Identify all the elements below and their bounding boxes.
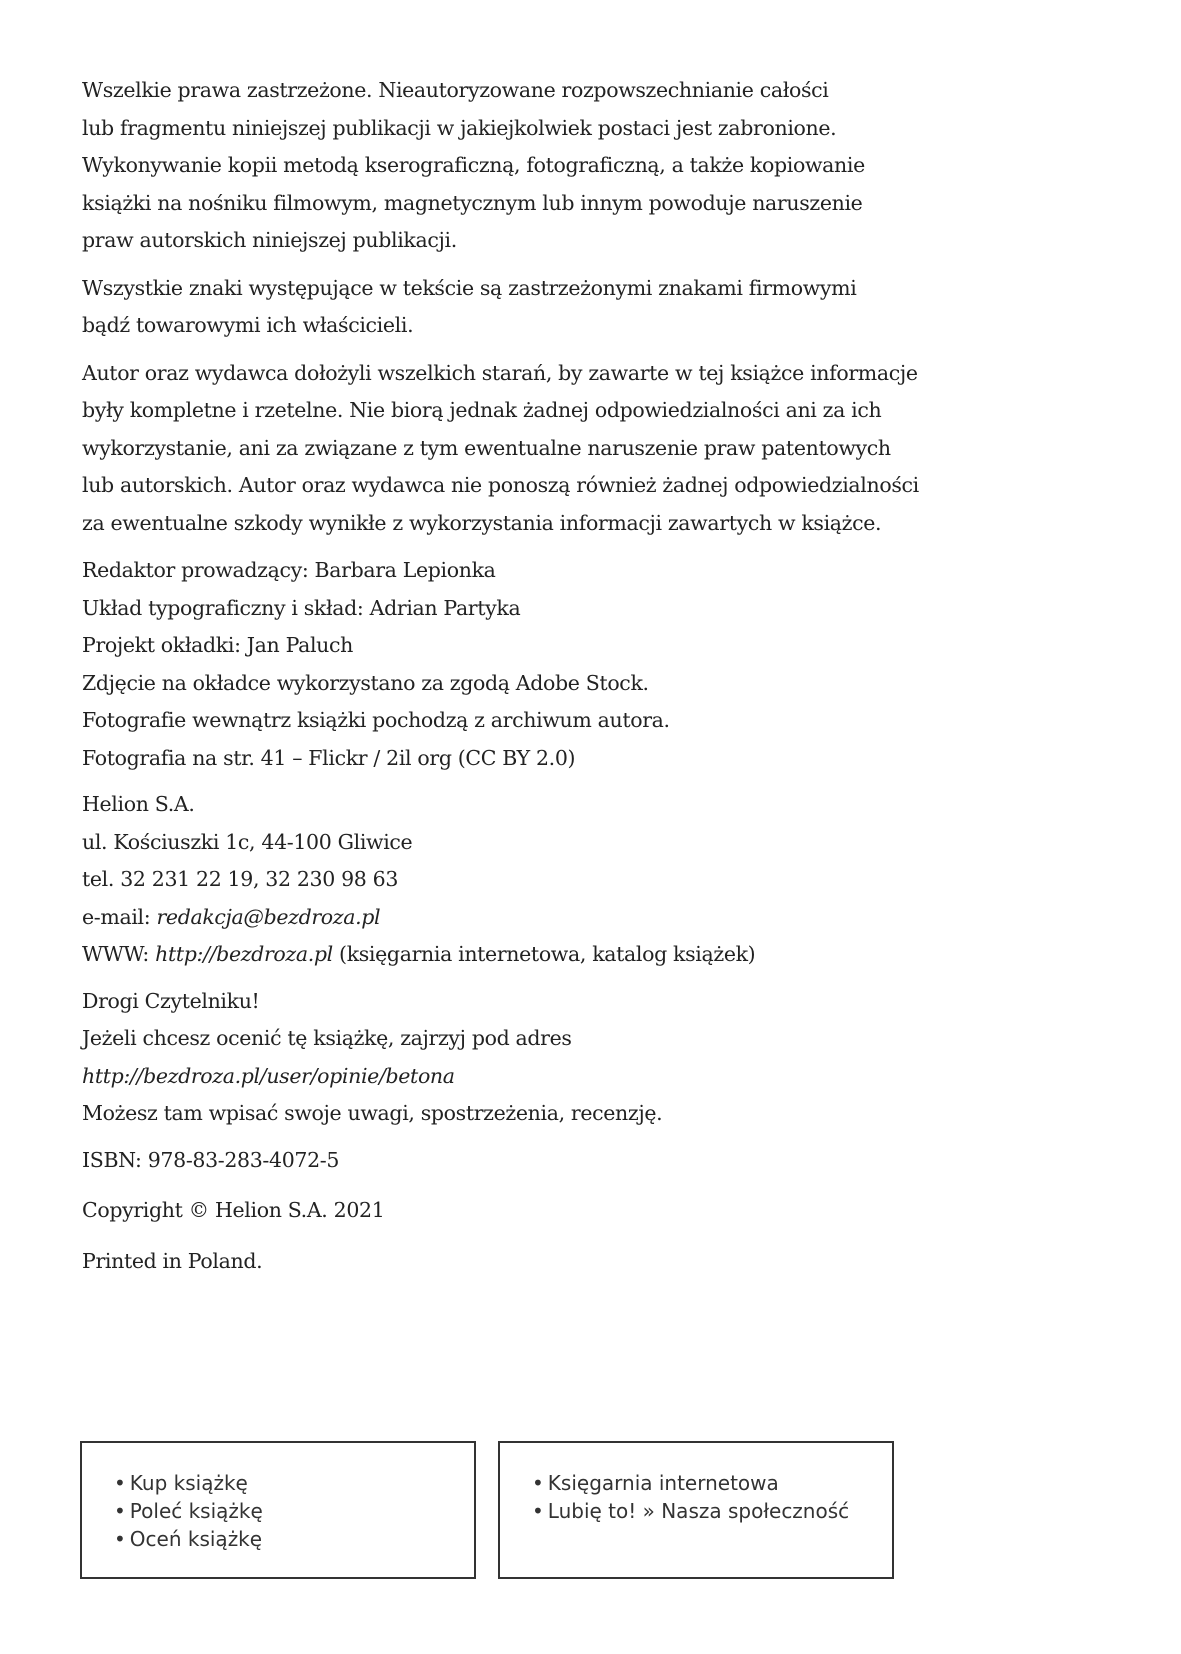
bullet: • [114, 1471, 126, 1495]
text-line: Wszelkie prawa zastrzeżone. Nieautoryzowane rozpowszechnianie całości [82, 78, 829, 102]
email-link[interactable]: redakcja@bezdroza.pl [156, 904, 381, 929]
online-bookstore-link[interactable] [532, 1469, 892, 1497]
copyright-line: Copyright © Helion S.A. 2021 [82, 1198, 385, 1222]
reader-greeting: Drogi Czytelniku! [82, 988, 260, 1013]
publisher-block [82, 786, 982, 974]
disclaimer-paragraph [82, 355, 982, 543]
opinion-link[interactable]: http://bezdroza.pl/user/opinie/betona [82, 1063, 455, 1088]
credits-block [82, 552, 982, 777]
credit-line: Zdjęcie na okładce wykorzystano za zgodą Adobe Stock. [82, 670, 649, 695]
text-line: Wykonywanie kopii metodą kserograficzną, fotograficzną, a także kopiowanie [82, 153, 865, 177]
recommend-book-link[interactable] [114, 1497, 474, 1525]
copyright-page [82, 72, 982, 1293]
www-label: WWW: [82, 942, 156, 966]
community-links-box [498, 1441, 894, 1579]
publisher-email-line [82, 899, 982, 937]
link-label: Kup książkę [129, 1471, 248, 1495]
bullet: • [114, 1527, 126, 1551]
opinion-link-line [82, 1058, 982, 1096]
publisher-phone: tel. 32 231 22 19, 32 230 98 63 [82, 867, 399, 891]
reader-prompt: Jeżeli chcesz ocenić tę książkę, zajrzyj pod adres [82, 1026, 572, 1050]
email-label: e-mail: [82, 904, 157, 929]
www-link[interactable]: http://bezdroza.pl [155, 942, 333, 966]
link-label: Oceń książkę [129, 1527, 263, 1551]
credit-line: Fotografie wewnątrz książki pochodzą z archiwum autora. [82, 708, 670, 732]
publisher-www-line [82, 936, 982, 974]
text-line: lub fragmentu niniejszej publikacji w jakiejkolwiek postaci jest zabronione. [82, 115, 837, 140]
text-line: książki na nośniku filmowym, magnetycznym lub innym powoduje naruszenie [82, 190, 863, 215]
text-line: praw autorskich niniejszej publikacji. [82, 228, 457, 252]
credit-line: Redaktor prowadzący: Barbara Lepionka [82, 558, 496, 582]
text-line: lub autorskich. Autor oraz wydawca nie ponoszą również żadnej odpowiedzialności [82, 473, 919, 497]
community-link[interactable] [532, 1497, 892, 1525]
bullet: • [114, 1499, 126, 1523]
text-line: bądź towarowymi ich właścicieli. [82, 313, 414, 337]
text-line: Wszystkie znaki występujące w tekście są zastrzeżonymi znakami firmowymi [82, 275, 857, 300]
text-line: Autor oraz wydawca dołożyli wszelkich starań, by zawarte w tej książce informacje [82, 360, 918, 385]
publisher-address: ul. Kościuszki 1c, 44-100 Gliwice [82, 829, 413, 854]
rights-paragraph [82, 72, 982, 260]
link-label: Lubię to! » Nasza społeczność [547, 1499, 850, 1523]
text-line: wykorzystanie, ani za związane z tym ewentualne naruszenie praw patentowych [82, 435, 891, 460]
www-note: (księgarnia internetowa, katalog książek) [332, 942, 756, 966]
text-line: za ewentualne szkody wynikłe z wykorzystania informacji zawartych w książce. [82, 510, 882, 535]
buy-book-link[interactable] [114, 1469, 474, 1497]
bullet: • [532, 1499, 544, 1523]
bullet: • [532, 1471, 544, 1495]
text-line: były kompletne i rzetelne. Nie biorą jednak żadnej odpowiedzialności ani za ich [82, 398, 882, 422]
reader-note-block [82, 983, 982, 1133]
credit-line: Układ typograficzny i skład: Adrian Partyka [82, 595, 521, 620]
isbn: ISBN: 978-83-283-4072-5 [82, 1147, 340, 1172]
trademarks-paragraph [82, 270, 982, 345]
credit-line: Fotografia na str. 41 – Flickr / 2il org (CC BY 2.0) [82, 745, 576, 770]
link-label: Poleć książkę [129, 1499, 263, 1523]
rate-book-link[interactable] [114, 1525, 474, 1553]
link-label: Księgarnia internetowa [547, 1471, 779, 1495]
credit-line: Projekt okładki: Jan Paluch [82, 633, 354, 657]
book-actions-box [80, 1441, 476, 1579]
printed-line: Printed in Poland. [82, 1248, 263, 1273]
reader-tail: Możesz tam wpisać swoje uwagi, spostrzeżenia, recenzję. [82, 1101, 663, 1125]
publisher-name: Helion S.A. [82, 792, 195, 816]
